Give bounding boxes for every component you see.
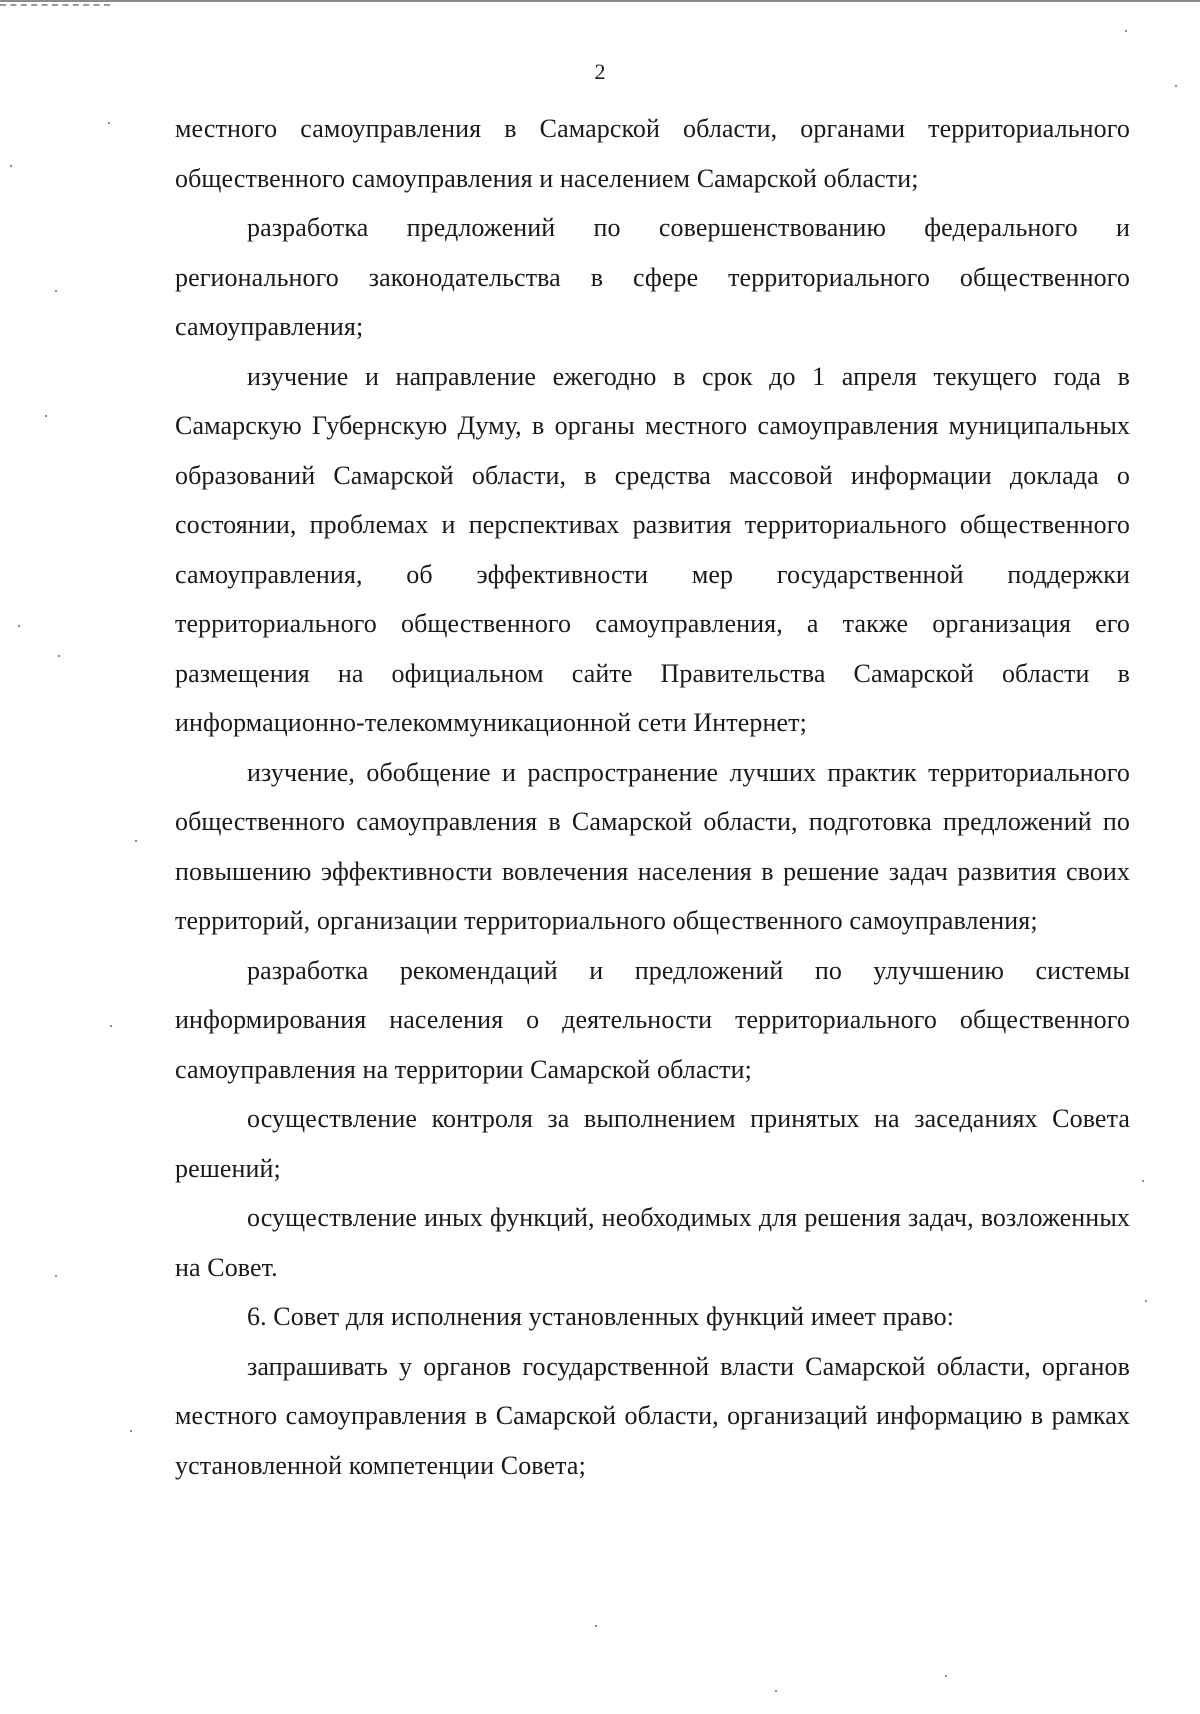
scan-speck: [945, 1675, 947, 1677]
paragraph-best-practices: изучение, обобщение и распространение лучших практик территориального общественного самоуправления в Самарской области, подготовка предложений по повышению эффективности вовлечения населения в решение задач развития своих территорий, организации территориального общественного самоуправления;: [175, 757, 1130, 935]
scan-speck: [45, 415, 47, 417]
paragraph-other-functions: осуществление иных функций, необходимых для решения задач, возложенных на Совет.: [175, 1203, 1130, 1282]
paragraph-continuation: местного самоуправления в Самарской области, органами территориального общественного самоуправления и населением Самарской области;: [175, 114, 1130, 193]
scan-speck: [775, 1690, 777, 1692]
paragraph-section-6: 6. Совет для исполнения установленных функций имеет право:: [247, 1302, 955, 1331]
scan-speck: [135, 840, 137, 842]
scan-speck: [595, 1625, 597, 1627]
scan-speck: [1125, 30, 1127, 32]
top-border-dash: [0, 4, 110, 6]
scan-speck: [18, 625, 20, 627]
scan-speck: [10, 165, 12, 167]
paragraph-legislation-proposals: разработка предложений по совершенствованию федерального и регионального законодательства в сфере территориального общественного самоуправления;: [175, 213, 1130, 341]
top-border-line: [0, 0, 1200, 2]
page-number: 2: [594, 59, 606, 84]
document-body: [175, 104, 1130, 1490]
paragraph-request-information: запрашивать у органов государственной власти Самарской области, органов местного самоуправления в Самарской области, организаций информацию в рамках установленной компетенции Совета;: [175, 1351, 1130, 1480]
scan-speck: [1145, 1300, 1147, 1302]
scan-speck: [130, 1430, 132, 1432]
scan-speck: [110, 1025, 112, 1027]
scan-speck: [55, 290, 57, 292]
paragraph-information-system: разработка рекомендаций и предложений по улучшению системы информирования населения о деятельности территориального общественного самоуправления на территории Самарской области;: [175, 955, 1130, 1084]
scan-speck: [55, 1275, 57, 1277]
paragraph-control: осуществление контроля за выполнением принятых на заседаниях Совета решений;: [175, 1104, 1130, 1183]
scan-speck: [108, 122, 110, 124]
scan-speck: [1142, 1180, 1144, 1182]
scan-speck: [1175, 85, 1177, 87]
scan-speck: [58, 655, 60, 657]
paragraph-annual-report: изучение и направление ежегодно в срок до 1 апреля текущего года в Самарскую Губернскую Думу, в органы местного самоуправления муниципальных образований Самарской области, в средства массовой информации доклада о состоянии, проблемах и перспективах развития территориального общественного самоуправления, об эффективности мер государственной поддержки территориального общественного самоуправления, а также организация его размещения на официальном сайте Правительства Самарской области в информационно-телекоммуникационной сети Интернет;: [175, 361, 1130, 737]
